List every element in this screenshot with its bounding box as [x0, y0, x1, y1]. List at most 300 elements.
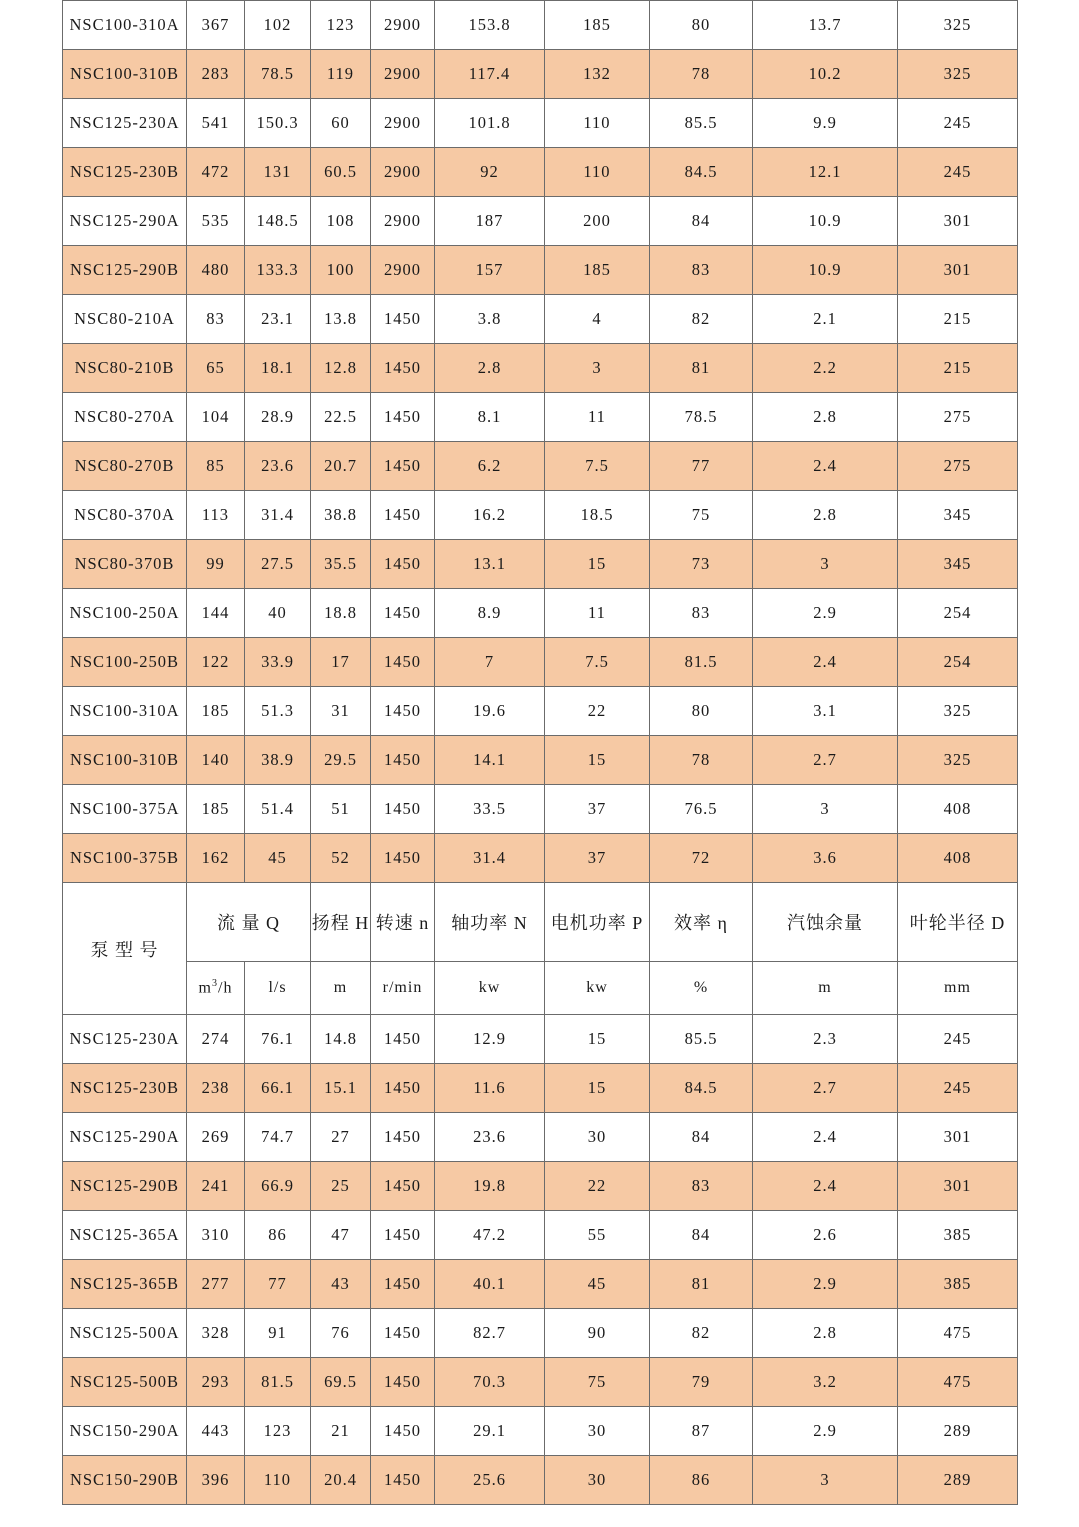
cell-head: 108	[311, 197, 371, 246]
cell-efficiency: 81	[650, 344, 753, 393]
cell-efficiency: 83	[650, 246, 753, 295]
cell-motor-power: 3	[545, 344, 650, 393]
cell-speed: 1450	[371, 442, 435, 491]
cell-motor-power: 37	[545, 834, 650, 883]
cell-efficiency: 83	[650, 1162, 753, 1211]
cell-npsh: 3.1	[753, 687, 898, 736]
cell-head: 76	[311, 1309, 371, 1358]
cell-shaft-power: 40.1	[435, 1260, 545, 1309]
cell-flow-m3h: 99	[187, 540, 245, 589]
cell-flow-m3h: 162	[187, 834, 245, 883]
cell-npsh: 3	[753, 540, 898, 589]
unit-shaft-power: kw	[435, 962, 545, 1015]
cell-efficiency: 82	[650, 295, 753, 344]
cell-head: 20.4	[311, 1456, 371, 1505]
cell-npsh: 2.3	[753, 1015, 898, 1064]
cell-head: 52	[311, 834, 371, 883]
cell-npsh: 2.7	[753, 736, 898, 785]
table-row	[63, 540, 1018, 589]
cell-head: 20.7	[311, 442, 371, 491]
unit-efficiency: %	[650, 962, 753, 1015]
cell-speed: 1450	[371, 1358, 435, 1407]
cell-efficiency: 76.5	[650, 785, 753, 834]
cell-npsh: 2.7	[753, 1064, 898, 1113]
cell-flow-m3h: 185	[187, 785, 245, 834]
cell-flow-ls: 77	[245, 1260, 311, 1309]
cell-efficiency: 85.5	[650, 1015, 753, 1064]
cell-npsh: 2.6	[753, 1211, 898, 1260]
cell-head: 14.8	[311, 1015, 371, 1064]
cell-impeller: 325	[898, 687, 1018, 736]
cell-head: 27	[311, 1113, 371, 1162]
cell-model: NSC125-290A	[63, 197, 187, 246]
cell-npsh: 10.9	[753, 197, 898, 246]
cell-impeller: 245	[898, 1015, 1018, 1064]
table-row	[63, 785, 1018, 834]
cell-model: NSC125-290B	[63, 246, 187, 295]
cell-motor-power: 110	[545, 99, 650, 148]
cell-shaft-power: 19.8	[435, 1162, 545, 1211]
cell-shaft-power: 25.6	[435, 1456, 545, 1505]
cell-speed: 1450	[371, 638, 435, 687]
cell-shaft-power: 2.8	[435, 344, 545, 393]
cell-model: NSC80-370A	[63, 491, 187, 540]
header-efficiency: 效率 η	[650, 883, 753, 962]
cell-head: 47	[311, 1211, 371, 1260]
table-row	[63, 589, 1018, 638]
cell-flow-ls: 40	[245, 589, 311, 638]
cell-speed: 1450	[371, 1162, 435, 1211]
table-row	[63, 50, 1018, 99]
cell-flow-ls: 110	[245, 1456, 311, 1505]
cell-flow-m3h: 443	[187, 1407, 245, 1456]
cell-efficiency: 78	[650, 50, 753, 99]
cell-npsh: 2.9	[753, 589, 898, 638]
cell-model: NSC125-500B	[63, 1358, 187, 1407]
cell-flow-ls: 91	[245, 1309, 311, 1358]
cell-model: NSC100-310A	[63, 1, 187, 50]
cell-head: 69.5	[311, 1358, 371, 1407]
table-row	[63, 1407, 1018, 1456]
cell-shaft-power: 29.1	[435, 1407, 545, 1456]
cell-npsh: 10.2	[753, 50, 898, 99]
table-row	[63, 99, 1018, 148]
cell-motor-power: 132	[545, 50, 650, 99]
cell-impeller: 301	[898, 1162, 1018, 1211]
cell-shaft-power: 11.6	[435, 1064, 545, 1113]
cell-flow-ls: 131	[245, 148, 311, 197]
cell-speed: 2900	[371, 99, 435, 148]
cell-motor-power: 185	[545, 246, 650, 295]
cell-shaft-power: 16.2	[435, 491, 545, 540]
cell-impeller: 325	[898, 1, 1018, 50]
cell-flow-m3h: 185	[187, 687, 245, 736]
cell-efficiency: 84	[650, 197, 753, 246]
table-row	[63, 736, 1018, 785]
cell-npsh: 2.9	[753, 1260, 898, 1309]
cell-flow-m3h: 535	[187, 197, 245, 246]
cell-flow-ls: 51.4	[245, 785, 311, 834]
cell-flow-m3h: 122	[187, 638, 245, 687]
cell-motor-power: 15	[545, 540, 650, 589]
cell-shaft-power: 47.2	[435, 1211, 545, 1260]
cell-head: 123	[311, 1, 371, 50]
cell-shaft-power: 19.6	[435, 687, 545, 736]
cell-flow-ls: 31.4	[245, 491, 311, 540]
cell-flow-m3h: 328	[187, 1309, 245, 1358]
cell-impeller: 301	[898, 197, 1018, 246]
table-row	[63, 491, 1018, 540]
cell-motor-power: 185	[545, 1, 650, 50]
table-row	[63, 1309, 1018, 1358]
cell-flow-m3h: 541	[187, 99, 245, 148]
cell-impeller: 254	[898, 638, 1018, 687]
cell-model: NSC80-270B	[63, 442, 187, 491]
cell-model: NSC125-365B	[63, 1260, 187, 1309]
cell-efficiency: 78.5	[650, 393, 753, 442]
cell-npsh: 9.9	[753, 99, 898, 148]
cell-speed: 1450	[371, 295, 435, 344]
header-pump-model: 泵 型 号	[63, 883, 187, 1015]
cell-model: NSC125-365A	[63, 1211, 187, 1260]
cell-head: 18.8	[311, 589, 371, 638]
cell-speed: 1450	[371, 589, 435, 638]
cell-impeller: 215	[898, 295, 1018, 344]
cell-speed: 1450	[371, 1015, 435, 1064]
cell-speed: 1450	[371, 344, 435, 393]
header-npsh: 汽蚀余量	[753, 883, 898, 962]
cell-impeller: 245	[898, 1064, 1018, 1113]
cell-flow-ls: 27.5	[245, 540, 311, 589]
cell-npsh: 12.1	[753, 148, 898, 197]
table-row	[63, 246, 1018, 295]
cell-flow-m3h: 274	[187, 1015, 245, 1064]
cell-motor-power: 75	[545, 1358, 650, 1407]
cell-efficiency: 83	[650, 589, 753, 638]
cell-head: 15.1	[311, 1064, 371, 1113]
cell-motor-power: 45	[545, 1260, 650, 1309]
cell-efficiency: 78	[650, 736, 753, 785]
cell-shaft-power: 70.3	[435, 1358, 545, 1407]
cell-impeller: 254	[898, 589, 1018, 638]
header-speed: 转速 n	[371, 883, 435, 962]
cell-flow-m3h: 310	[187, 1211, 245, 1260]
cell-flow-ls: 76.1	[245, 1015, 311, 1064]
cell-motor-power: 30	[545, 1456, 650, 1505]
unit-impeller: mm	[898, 962, 1018, 1015]
header-motor-power: 电机功率 P	[545, 883, 650, 962]
table-row	[63, 1260, 1018, 1309]
cell-speed: 1450	[371, 834, 435, 883]
cell-model: NSC125-230B	[63, 148, 187, 197]
table-row	[63, 197, 1018, 246]
cell-head: 35.5	[311, 540, 371, 589]
cell-shaft-power: 82.7	[435, 1309, 545, 1358]
unit-head: m	[311, 962, 371, 1015]
cell-shaft-power: 92	[435, 148, 545, 197]
cell-flow-ls: 38.9	[245, 736, 311, 785]
cell-speed: 1450	[371, 785, 435, 834]
cell-head: 31	[311, 687, 371, 736]
cell-model: NSC100-250A	[63, 589, 187, 638]
cell-speed: 2900	[371, 50, 435, 99]
table-row	[63, 834, 1018, 883]
cell-efficiency: 87	[650, 1407, 753, 1456]
cell-speed: 1450	[371, 1407, 435, 1456]
cell-shaft-power: 13.1	[435, 540, 545, 589]
unit-flow-ls: l/s	[245, 962, 311, 1015]
cell-impeller: 301	[898, 1113, 1018, 1162]
cell-motor-power: 15	[545, 1064, 650, 1113]
cell-head: 60	[311, 99, 371, 148]
cell-flow-ls: 133.3	[245, 246, 311, 295]
cell-flow-ls: 23.1	[245, 295, 311, 344]
cell-efficiency: 84.5	[650, 148, 753, 197]
cell-flow-m3h: 140	[187, 736, 245, 785]
cell-flow-ls: 148.5	[245, 197, 311, 246]
cell-shaft-power: 33.5	[435, 785, 545, 834]
cell-model: NSC80-210B	[63, 344, 187, 393]
cell-shaft-power: 31.4	[435, 834, 545, 883]
cell-impeller: 475	[898, 1309, 1018, 1358]
unit-motor-power: kw	[545, 962, 650, 1015]
unit-flow-m3h: $m^3/h$	[187, 962, 245, 1015]
cell-npsh: 2.2	[753, 344, 898, 393]
cell-efficiency: 84	[650, 1113, 753, 1162]
cell-motor-power: 55	[545, 1211, 650, 1260]
cell-model: NSC150-290A	[63, 1407, 187, 1456]
cell-npsh: 2.8	[753, 1309, 898, 1358]
cell-shaft-power: 12.9	[435, 1015, 545, 1064]
cell-flow-m3h: 104	[187, 393, 245, 442]
cell-speed: 1450	[371, 1211, 435, 1260]
cell-shaft-power: 153.8	[435, 1, 545, 50]
cell-head: 25	[311, 1162, 371, 1211]
cell-flow-m3h: 65	[187, 344, 245, 393]
cell-flow-ls: 45	[245, 834, 311, 883]
header-head: 扬程 H	[311, 883, 371, 962]
cell-flow-ls: 28.9	[245, 393, 311, 442]
cell-flow-ls: 33.9	[245, 638, 311, 687]
cell-impeller: 325	[898, 736, 1018, 785]
table-row	[63, 442, 1018, 491]
table-units-row	[63, 962, 1018, 1015]
cell-flow-m3h: 85	[187, 442, 245, 491]
cell-impeller: 289	[898, 1456, 1018, 1505]
cell-efficiency: 84.5	[650, 1064, 753, 1113]
cell-efficiency: 73	[650, 540, 753, 589]
cell-model: NSC125-230A	[63, 1015, 187, 1064]
cell-flow-m3h: 269	[187, 1113, 245, 1162]
cell-head: 22.5	[311, 393, 371, 442]
cell-speed: 1450	[371, 491, 435, 540]
cell-speed: 1450	[371, 1260, 435, 1309]
table-row	[63, 344, 1018, 393]
cell-flow-m3h: 480	[187, 246, 245, 295]
cell-shaft-power: 6.2	[435, 442, 545, 491]
cell-flow-ls: 81.5	[245, 1358, 311, 1407]
cell-speed: 2900	[371, 246, 435, 295]
cell-motor-power: 11	[545, 393, 650, 442]
cell-speed: 1450	[371, 1113, 435, 1162]
cell-motor-power: 7.5	[545, 638, 650, 687]
cell-shaft-power: 101.8	[435, 99, 545, 148]
table-row	[63, 1113, 1018, 1162]
cell-head: 43	[311, 1260, 371, 1309]
cell-efficiency: 81	[650, 1260, 753, 1309]
table-row	[63, 687, 1018, 736]
cell-model: NSC100-310B	[63, 50, 187, 99]
cell-motor-power: 15	[545, 736, 650, 785]
cell-impeller: 325	[898, 50, 1018, 99]
table-row	[63, 1162, 1018, 1211]
cell-speed: 1450	[371, 393, 435, 442]
cell-flow-m3h: 241	[187, 1162, 245, 1211]
cell-head: 17	[311, 638, 371, 687]
cell-motor-power: 37	[545, 785, 650, 834]
cell-model: NSC150-290B	[63, 1456, 187, 1505]
cell-efficiency: 80	[650, 687, 753, 736]
cell-flow-ls: 86	[245, 1211, 311, 1260]
header-shaft-power: 轴功率 N	[435, 883, 545, 962]
cell-speed: 1450	[371, 1309, 435, 1358]
cell-efficiency: 84	[650, 1211, 753, 1260]
cell-speed: 1450	[371, 687, 435, 736]
cell-shaft-power: 7	[435, 638, 545, 687]
cell-flow-m3h: 367	[187, 1, 245, 50]
cell-flow-m3h: 144	[187, 589, 245, 638]
cell-head: 13.8	[311, 295, 371, 344]
cell-head: 12.8	[311, 344, 371, 393]
cell-motor-power: 7.5	[545, 442, 650, 491]
cell-npsh: 3.2	[753, 1358, 898, 1407]
table-row	[63, 1456, 1018, 1505]
cell-motor-power: 90	[545, 1309, 650, 1358]
cell-flow-ls: 23.6	[245, 442, 311, 491]
cell-motor-power: 11	[545, 589, 650, 638]
cell-head: 29.5	[311, 736, 371, 785]
cell-model: NSC125-230A	[63, 99, 187, 148]
cell-npsh: 3.6	[753, 834, 898, 883]
cell-impeller: 385	[898, 1211, 1018, 1260]
cell-impeller: 215	[898, 344, 1018, 393]
cell-speed: 2900	[371, 1, 435, 50]
cell-npsh: 2.4	[753, 638, 898, 687]
cell-motor-power: 30	[545, 1113, 650, 1162]
cell-head: 60.5	[311, 148, 371, 197]
cell-shaft-power: 23.6	[435, 1113, 545, 1162]
cell-flow-ls: 66.9	[245, 1162, 311, 1211]
cell-motor-power: 30	[545, 1407, 650, 1456]
cell-npsh: 2.9	[753, 1407, 898, 1456]
cell-impeller: 475	[898, 1358, 1018, 1407]
cell-npsh: 3	[753, 785, 898, 834]
cell-impeller: 301	[898, 246, 1018, 295]
cell-model: NSC80-210A	[63, 295, 187, 344]
cell-flow-ls: 66.1	[245, 1064, 311, 1113]
cell-shaft-power: 8.9	[435, 589, 545, 638]
cell-model: NSC80-270A	[63, 393, 187, 442]
cell-npsh: 10.9	[753, 246, 898, 295]
cell-motor-power: 110	[545, 148, 650, 197]
cell-impeller: 245	[898, 99, 1018, 148]
cell-speed: 1450	[371, 540, 435, 589]
cell-flow-ls: 150.3	[245, 99, 311, 148]
cell-speed: 2900	[371, 197, 435, 246]
cell-model: NSC100-375A	[63, 785, 187, 834]
cell-flow-ls: 51.3	[245, 687, 311, 736]
cell-npsh: 2.4	[753, 1162, 898, 1211]
cell-speed: 1450	[371, 736, 435, 785]
cell-flow-ls: 78.5	[245, 50, 311, 99]
cell-impeller: 289	[898, 1407, 1018, 1456]
header-flow: 流 量 Q	[187, 883, 311, 962]
cell-shaft-power: 187	[435, 197, 545, 246]
cell-head: 21	[311, 1407, 371, 1456]
cell-model: NSC100-310A	[63, 687, 187, 736]
table-header-row	[63, 883, 1018, 962]
cell-efficiency: 75	[650, 491, 753, 540]
cell-efficiency: 80	[650, 1, 753, 50]
unit-speed: r/min	[371, 962, 435, 1015]
cell-flow-m3h: 293	[187, 1358, 245, 1407]
cell-impeller: 408	[898, 785, 1018, 834]
cell-shaft-power: 14.1	[435, 736, 545, 785]
cell-head: 38.8	[311, 491, 371, 540]
cell-efficiency: 72	[650, 834, 753, 883]
cell-npsh: 2.1	[753, 295, 898, 344]
cell-model: NSC125-290A	[63, 1113, 187, 1162]
cell-flow-ls: 102	[245, 1, 311, 50]
cell-npsh: 2.8	[753, 393, 898, 442]
cell-npsh: 3	[753, 1456, 898, 1505]
cell-flow-ls: 123	[245, 1407, 311, 1456]
pump-spec-table	[62, 0, 1018, 1505]
cell-head: 51	[311, 785, 371, 834]
table-row	[63, 295, 1018, 344]
cell-flow-m3h: 113	[187, 491, 245, 540]
cell-flow-m3h: 238	[187, 1064, 245, 1113]
cell-impeller: 275	[898, 442, 1018, 491]
table-row	[63, 393, 1018, 442]
cell-efficiency: 77	[650, 442, 753, 491]
cell-shaft-power: 117.4	[435, 50, 545, 99]
cell-efficiency: 86	[650, 1456, 753, 1505]
cell-efficiency: 82	[650, 1309, 753, 1358]
cell-speed: 1450	[371, 1456, 435, 1505]
cell-npsh: 2.4	[753, 1113, 898, 1162]
cell-shaft-power: 3.8	[435, 295, 545, 344]
cell-speed: 2900	[371, 148, 435, 197]
table-row	[63, 148, 1018, 197]
table-row	[63, 1064, 1018, 1113]
cell-flow-m3h: 277	[187, 1260, 245, 1309]
cell-npsh: 13.7	[753, 1, 898, 50]
cell-model: NSC125-230B	[63, 1064, 187, 1113]
cell-model: NSC80-370B	[63, 540, 187, 589]
cell-motor-power: 22	[545, 687, 650, 736]
cell-impeller: 408	[898, 834, 1018, 883]
cell-model: NSC100-310B	[63, 736, 187, 785]
cell-motor-power: 4	[545, 295, 650, 344]
cell-head: 100	[311, 246, 371, 295]
cell-efficiency: 81.5	[650, 638, 753, 687]
unit-npsh: m	[753, 962, 898, 1015]
table-row	[63, 1015, 1018, 1064]
cell-flow-m3h: 283	[187, 50, 245, 99]
cell-model: NSC100-375B	[63, 834, 187, 883]
table-row	[63, 1358, 1018, 1407]
